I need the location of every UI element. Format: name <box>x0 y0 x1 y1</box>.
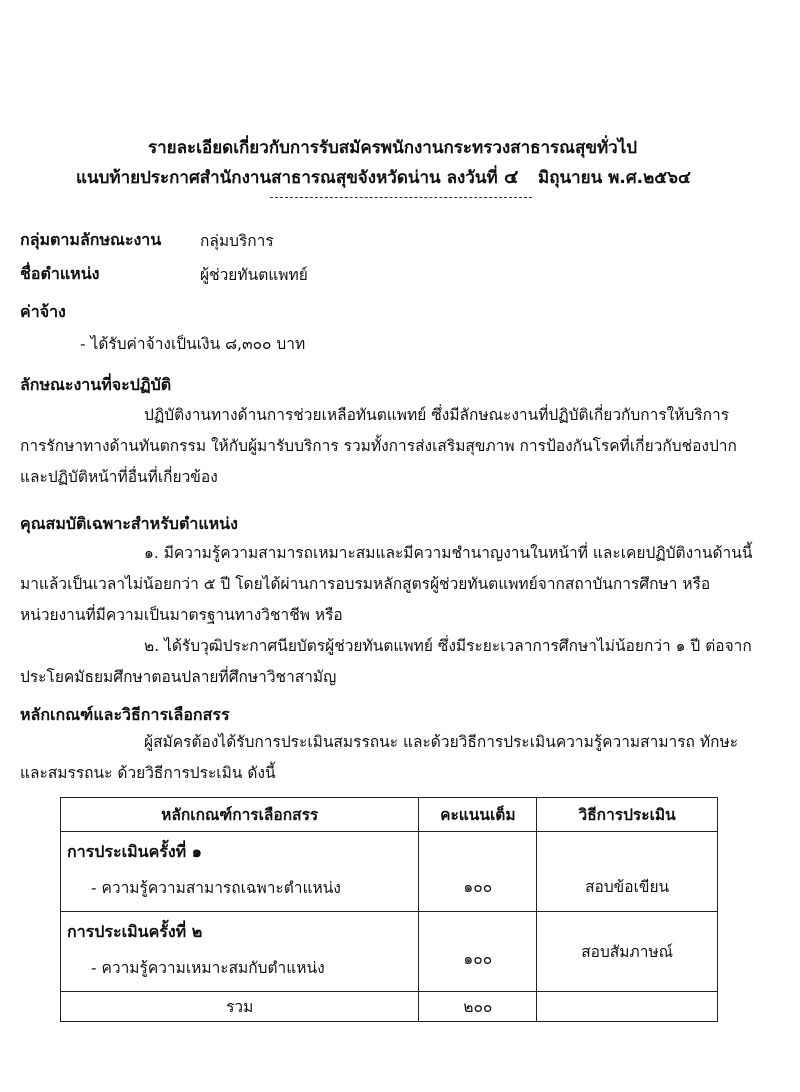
selection-paragraph <box>20 727 780 789</box>
duties-paragraph <box>20 400 780 493</box>
position-value: ผู้ช่วยทันตแพทย์ <box>200 266 308 284</box>
round-title: การประเมินครั้งที่ ๑ <box>67 842 202 861</box>
subtitle-date: มิถุนายน พ.ศ.๒๕๖๔ <box>538 168 691 188</box>
qualifications-paragraph <box>20 538 780 693</box>
header-criteria: หลักเกณฑ์การเลือกสรร <box>61 798 419 832</box>
method-cell: สอบสัมภาษณ์ <box>537 912 718 992</box>
round-title: การประเมินครั้งที่ ๒ <box>67 922 203 941</box>
wage-heading: ค่าจ้าง <box>20 302 66 321</box>
position-label: ชื่อตำแหน่ง <box>20 264 100 283</box>
qualifications-heading: คุณสมบัติเฉพาะสำหรับตำแหน่ง <box>20 514 238 533</box>
criteria-cell <box>61 832 419 912</box>
header-method: วิธีการประเมิน <box>537 798 718 832</box>
qualification-line: หน่วยงานที่มีความเป็นมาตรฐานทางวิชาชีพ หรือ <box>20 606 343 624</box>
table-row <box>61 912 718 992</box>
qualification-line: มาแล้วเป็นเวลาไม่น้อยกว่า ๕ ปี โดยได้ผ่านการอบรมหลักสูตรผู้ช่วยทันตแพทย์จากสถาบันการศึกษา หรือ <box>20 575 711 593</box>
round-item: - ความรู้ความสามารถเฉพาะตำแหน่ง <box>91 879 341 897</box>
group-label: กลุ่มตามลักษณะงาน <box>20 230 162 249</box>
round-item: - ความรู้ความเหมาะสมกับตำแหน่ง <box>91 959 325 977</box>
qualification-line: ๒. ได้รับวุฒิประกาศนียบัตรผู้ช่วยทันตแพทย์ ซึ่งมีระยะเวลาการศึกษาไม่น้อยกว่า ๑ ปี ต่อจาก <box>144 637 752 655</box>
duties-heading: ลักษณะงานที่จะปฏิบัติ <box>20 375 172 394</box>
qualification-line: ๑. มีความรู้ความสามารถเหมาะสมและมีความชำนาญงานในหน้าที่ และเคยปฏิบัติงานด้านนี้ <box>144 544 753 562</box>
duties-line: ปฏิบัติงานทางด้านการช่วยเหลือทันตแพทย์ ซึ่งมีลักษณะงานที่ปฏิบัติเกี่ยวกับการให้บริการ <box>144 406 730 424</box>
header-score: คะแนนเต็ม <box>419 798 537 832</box>
score-cell: ๑๐๐ <box>419 832 537 912</box>
duties-line: และปฏิบัติหน้าที่อื่นที่เกี่ยวข้อง <box>20 468 218 486</box>
qualification-line: ประโยคมัธยมศึกษาตอนปลายที่ศึกษาวิชาสามัญ <box>20 668 337 686</box>
date-day: ๔ <box>504 166 519 188</box>
group-value: กลุ่มบริการ <box>200 232 274 250</box>
wage-text: - ได้รับค่าจ้างเป็นเงิน ๘,๓๐๐ บาท <box>80 335 306 353</box>
score-cell: ๑๐๐ <box>419 912 537 992</box>
table-header-row <box>61 798 718 832</box>
document-subtitle <box>76 164 498 191</box>
title-divider <box>270 197 532 198</box>
selection-table <box>60 797 718 1022</box>
selection-line: ผู้สมัครต้องได้รับการประเมินสมรรถนะ และด้วยวิธีการประเมินความรู้ความสามารถ ทักษะ <box>144 733 739 751</box>
duties-line: การรักษาทางด้านทันตกรรม ให้กับผู้มารับบริการ รวมทั้งการส่งเสริมสุขภาพ การป้องกันโรคที่เกี่ยวกับช่องปาก <box>20 437 737 455</box>
selection-line: และสมรรถนะ ด้วยวิธีการประเมิน ดังนี้ <box>20 764 276 782</box>
subtitle-prefix: แนบท้ายประกาศสำนักงานสาธารณสุขจังหวัดน่าน ลงวันที่ <box>76 168 498 188</box>
table-total-row <box>61 992 718 1022</box>
total-label: รวม <box>61 992 419 1022</box>
document-title: รายละเอียดเกี่ยวกับการรับสมัครพนักงานกระทรวงสาธารณสุขทั่วไป <box>148 138 638 158</box>
selection-heading: หลักเกณฑ์และวิธีการเลือกสรร <box>20 705 230 724</box>
criteria-cell <box>61 912 419 992</box>
method-cell: สอบข้อเขียน <box>537 832 718 912</box>
table-row <box>61 832 718 912</box>
total-score: ๒๐๐ <box>419 992 537 1022</box>
total-method-empty <box>537 992 718 1022</box>
